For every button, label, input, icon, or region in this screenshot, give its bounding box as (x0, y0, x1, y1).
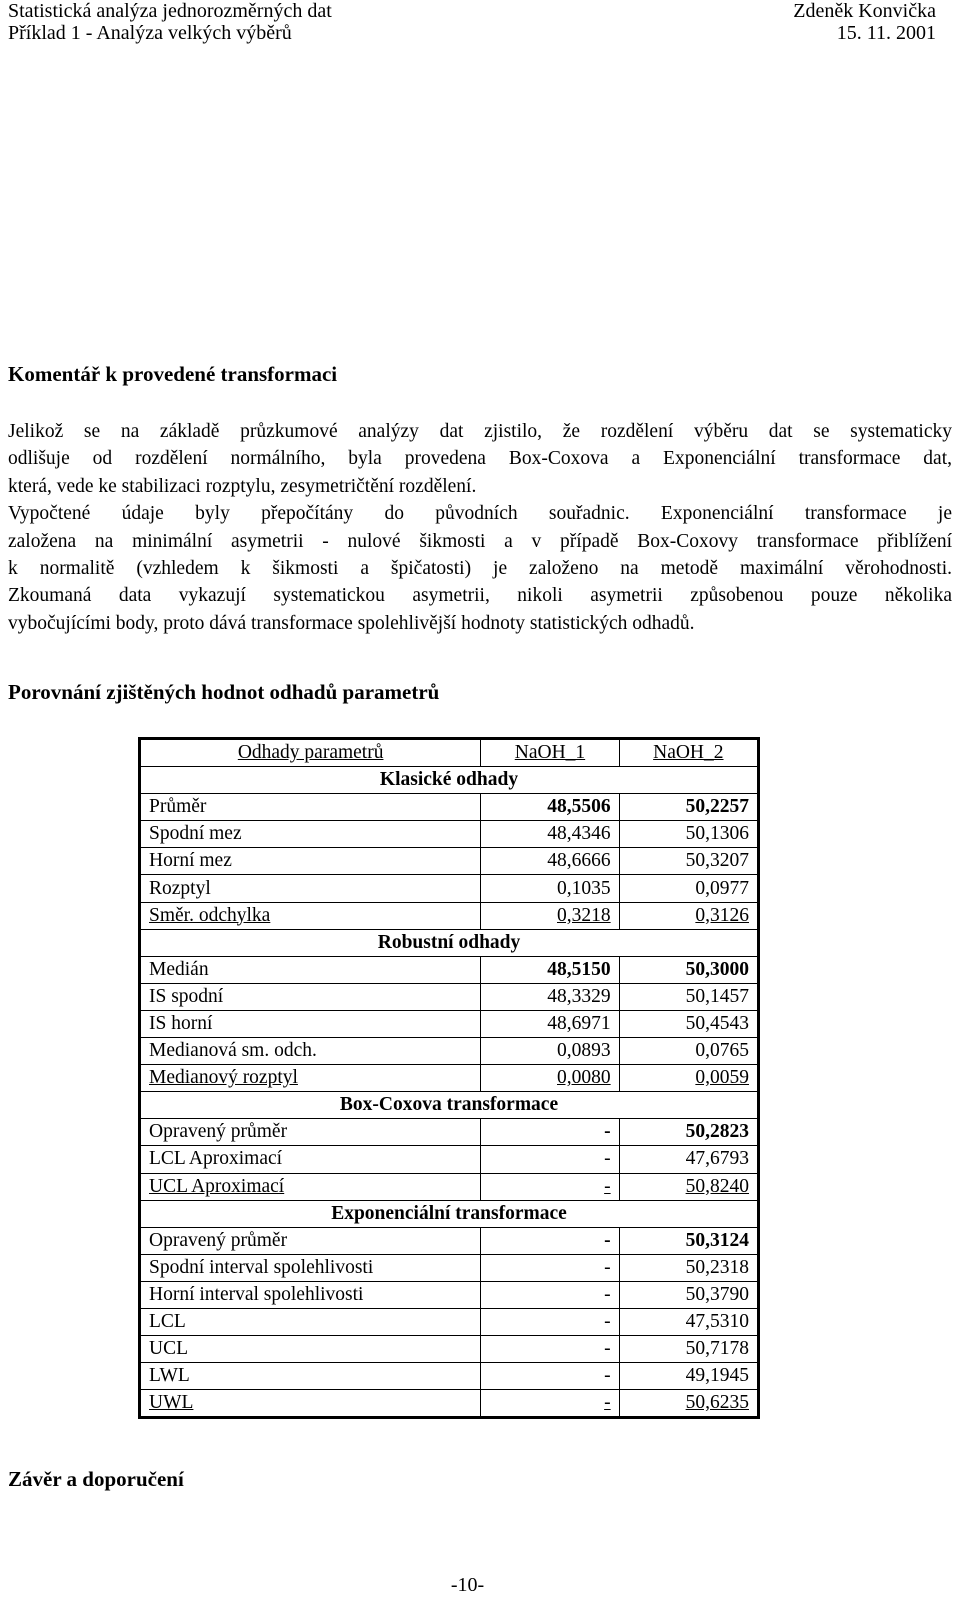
row-label: Směr. odchylka (140, 902, 481, 929)
value-naoh-2: 50,1306 (619, 821, 758, 848)
value-naoh-1: - (481, 1281, 619, 1308)
row-label: UCL Aproximací (140, 1173, 481, 1200)
column-header-parameters: Odhady parametrů (140, 739, 481, 767)
value-naoh-2: 47,6793 (619, 1146, 758, 1173)
row-label: LCL (140, 1308, 481, 1335)
paragraph-line: Jelikož se na základě průzkumové analýzy dat zjistilo, že rozdělení výběru dat se systematicky (8, 421, 952, 442)
row-label: Spodní interval spolehlivosti (140, 1254, 481, 1281)
value-naoh-2: 49,1945 (619, 1363, 758, 1390)
section-title: Exponenciální transformace (140, 1200, 759, 1227)
row-label: IS spodní (140, 983, 481, 1010)
row-label: Medián (140, 956, 481, 983)
row-label: Spodní mez (140, 821, 481, 848)
table-row (140, 1254, 759, 1281)
value-naoh-1: - (481, 1254, 619, 1281)
value-naoh-2: 0,3126 (619, 902, 758, 929)
paragraph-line: odlišuje od rozdělení normálního, byla provedena Box-Coxova a Exponenciální transformace dat, (8, 448, 952, 470)
header-example-title: Příklad 1 - Analýza velkých výběrů (8, 22, 292, 44)
value-naoh-1: - (481, 1173, 619, 1200)
page-number: -10- (450, 1574, 485, 1596)
table-row (140, 794, 759, 821)
row-label: Opravený průměr (140, 1227, 481, 1254)
value-naoh-2: 0,0765 (619, 1038, 758, 1065)
table-row (140, 1390, 759, 1418)
row-label: Horní mez (140, 848, 481, 875)
value-naoh-2: 0,0059 (619, 1065, 758, 1092)
value-naoh-1: 48,6971 (481, 1010, 619, 1037)
table-row (140, 875, 759, 902)
row-label: Medianový rozptyl (140, 1065, 481, 1092)
value-naoh-1: 48,5150 (481, 956, 619, 983)
value-naoh-2: 50,4543 (619, 1010, 758, 1037)
paragraph-line: Zkoumaná data vykazují systematickou asymetrii, nikoli asymetrii způsobenou pouze několika (8, 585, 952, 607)
value-naoh-1: 0,0080 (481, 1065, 619, 1092)
section-header-row (140, 767, 759, 794)
header-author: Zdeněk Konvička (793, 0, 936, 22)
section-title: Klasické odhady (140, 767, 759, 794)
table-row (140, 1336, 759, 1363)
value-naoh-1: 48,5506 (481, 794, 619, 821)
value-naoh-2: 50,7178 (619, 1336, 758, 1363)
table-row (140, 902, 759, 929)
row-label: IS horní (140, 1010, 481, 1037)
header-document-title: Statistická analýza jednorozměrných dat (8, 0, 332, 22)
value-naoh-1: - (481, 1146, 619, 1173)
section-title: Robustní odhady (140, 929, 759, 956)
value-naoh-2: 50,3207 (619, 848, 758, 875)
value-naoh-1: 48,6666 (481, 848, 619, 875)
paragraph-line: založena na minimální asymetrii - nulové šikmosti a v případě Box-Coxovy transformace přiblížení (8, 530, 952, 552)
row-label: LWL (140, 1363, 481, 1390)
section-header-row (140, 1200, 759, 1227)
conclusion-heading: Závěr a doporučení (8, 1467, 184, 1491)
paragraph-line: k normalitě (vzhledem k šikmosti a špičatosti) je založeno na metodě maximální věrohodnosti. (8, 558, 952, 580)
row-label: Průměr (140, 794, 481, 821)
row-label: LCL Aproximací (140, 1146, 481, 1173)
section-header-row (140, 1092, 759, 1119)
row-label: Opravený průměr (140, 1119, 481, 1146)
column-header-naoh-2: NaOH_2 (619, 739, 758, 767)
value-naoh-2: 50,3790 (619, 1281, 758, 1308)
value-naoh-1: 0,1035 (481, 875, 619, 902)
value-naoh-2: 50,2823 (619, 1119, 758, 1146)
parameter-estimates-table (138, 737, 760, 1419)
section-header-row (140, 929, 759, 956)
table-row (140, 1038, 759, 1065)
comment-heading: Komentář k provedené transformaci (8, 362, 338, 386)
value-naoh-2: 0,0977 (619, 875, 758, 902)
row-label: Medianová sm. odch. (140, 1038, 481, 1065)
value-naoh-1: 48,4346 (481, 821, 619, 848)
value-naoh-1: 0,0893 (481, 1038, 619, 1065)
table-row (140, 821, 759, 848)
value-naoh-1: - (481, 1336, 619, 1363)
section-title: Box-Coxova transformace (140, 1092, 759, 1119)
value-naoh-2: 50,3124 (619, 1227, 758, 1254)
header-date: 15. 11. 2001 (836, 22, 936, 44)
table-row (140, 1119, 759, 1146)
table-row (140, 1173, 759, 1200)
table-row (140, 983, 759, 1010)
table-row (140, 1010, 759, 1037)
value-naoh-2: 50,2318 (619, 1254, 758, 1281)
table-header-row (140, 739, 759, 767)
table-row (140, 1065, 759, 1092)
value-naoh-1: - (481, 1390, 619, 1418)
value-naoh-2: 47,5310 (619, 1308, 758, 1335)
value-naoh-2: 50,1457 (619, 983, 758, 1010)
value-naoh-1: 0,3218 (481, 902, 619, 929)
table-row (140, 1281, 759, 1308)
comment-paragraph (8, 418, 952, 637)
value-naoh-2: 50,6235 (619, 1390, 758, 1418)
value-naoh-1: - (481, 1308, 619, 1335)
table-row (140, 1227, 759, 1254)
value-naoh-1: 48,3329 (481, 983, 619, 1010)
value-naoh-2: 50,3000 (619, 956, 758, 983)
comparison-heading: Porovnání zjištěných hodnot odhadů parametrů (8, 680, 440, 704)
paragraph-line: Vypočtené údaje byly přepočítány do původních souřadnic. Exponenciální transformace je (8, 503, 952, 525)
column-header-naoh-1: NaOH_1 (481, 739, 619, 767)
value-naoh-1: - (481, 1119, 619, 1146)
value-naoh-1: - (481, 1363, 619, 1390)
row-label: UCL (140, 1336, 481, 1363)
row-label: Rozptyl (140, 875, 481, 902)
value-naoh-2: 50,2257 (619, 794, 758, 821)
value-naoh-1: - (481, 1227, 619, 1254)
table-row (140, 848, 759, 875)
paragraph-line: vybočujícími body, proto dává transformace spolehlivější hodnoty statistických odhadů. (8, 612, 695, 634)
table-row (140, 1146, 759, 1173)
table-row (140, 1363, 759, 1390)
row-label: Horní interval spolehlivosti (140, 1281, 481, 1308)
row-label: UWL (140, 1390, 481, 1418)
paragraph-line: která, vede ke stabilizaci rozptylu, zesymetričtění rozdělení. (8, 475, 477, 497)
value-naoh-2: 50,8240 (619, 1173, 758, 1200)
table-row (140, 956, 759, 983)
table-row (140, 1308, 759, 1335)
